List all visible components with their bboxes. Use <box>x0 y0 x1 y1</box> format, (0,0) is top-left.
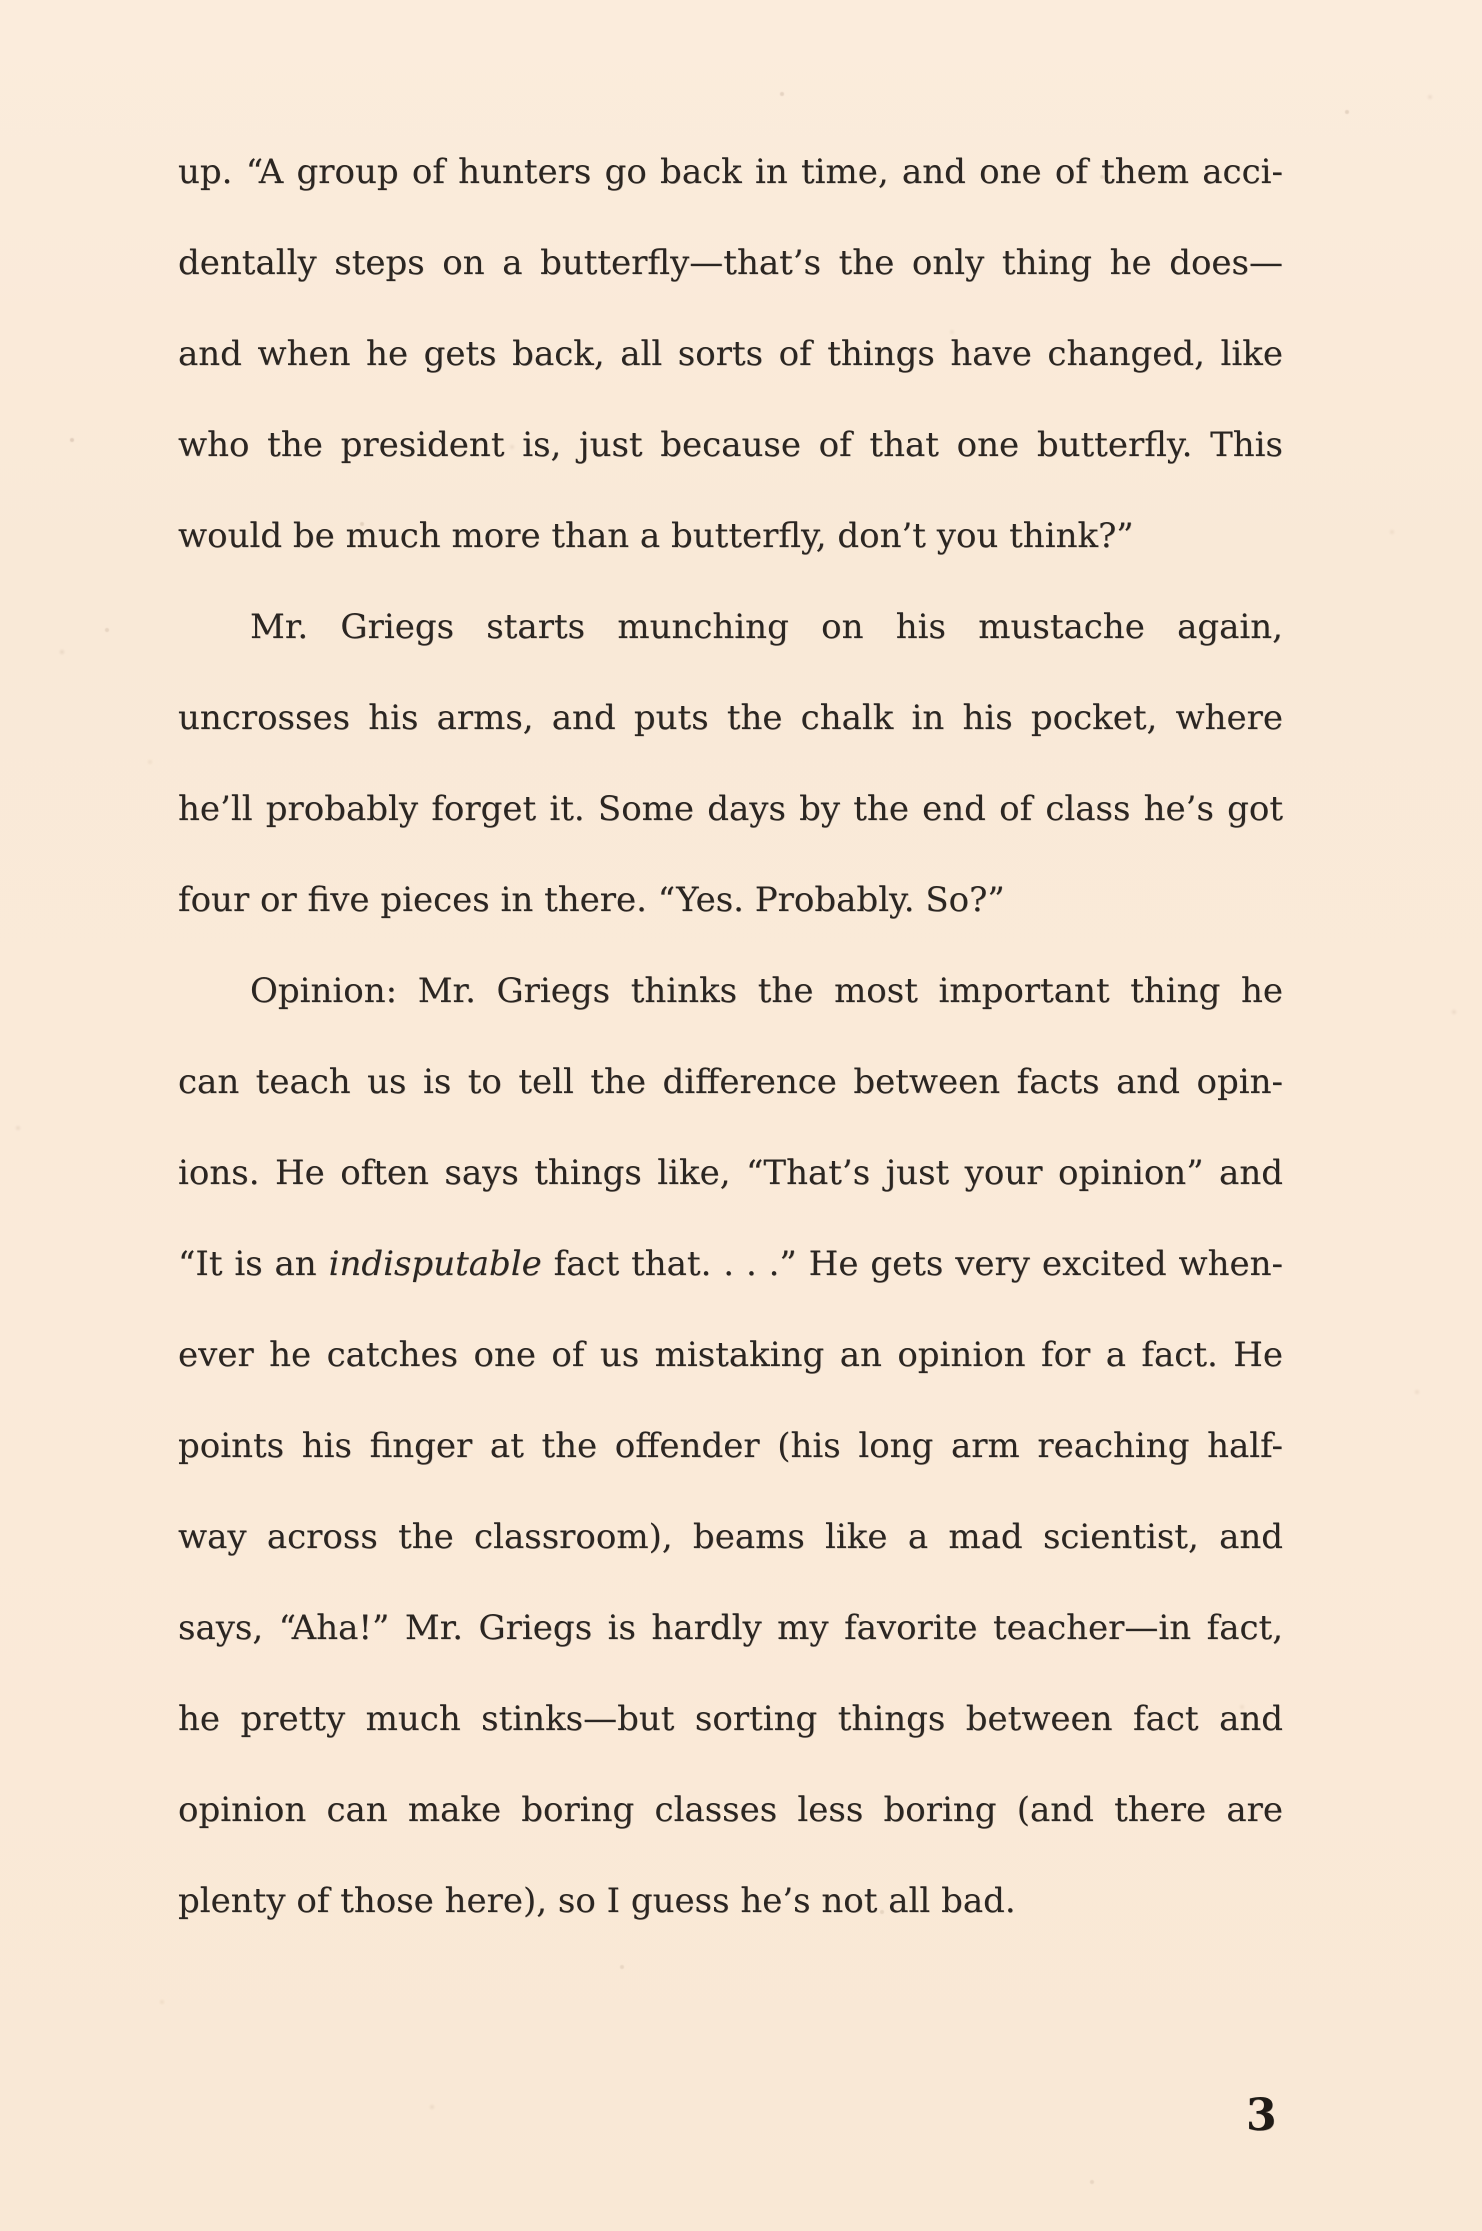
text-line <box>178 1401 1283 1492</box>
text-segment: who the president is, just because of that one butterfly. This <box>178 425 1283 465</box>
text-segment: fact that. . . .” He gets very excited when- <box>541 1244 1283 1284</box>
text-line <box>178 127 1283 218</box>
text-segment: opinion can make boring classes less boring (and there are <box>178 1790 1283 1830</box>
text-segment: ions. He often says things like, “That’s just your opinion” and <box>178 1153 1283 1193</box>
text-segment: and when he gets back, all sorts of things have changed, like <box>178 334 1283 374</box>
text-line <box>178 1310 1283 1401</box>
italic-text-segment: indisputable <box>328 1244 542 1284</box>
text-segment: “It is an <box>178 1244 329 1284</box>
paper-texture-speckles <box>0 0 4 4</box>
text-line <box>178 309 1283 400</box>
text-segment: ever he catches one of us mistaking an opinion for a fact. He <box>178 1335 1283 1375</box>
text-line <box>178 1128 1283 1219</box>
text-line <box>178 1219 1283 1310</box>
text-segment: uncrosses his arms, and puts the chalk in his pocket, where <box>178 698 1283 738</box>
text-segment: can teach us is to tell the difference between facts and opin- <box>178 1062 1283 1102</box>
text-line <box>178 855 1283 946</box>
text-line <box>178 1492 1283 1583</box>
text-segment: plenty of those here), so I guess he’s not all bad. <box>178 1881 1016 1921</box>
text-segment: dentally steps on a butterfly—that’s the only thing he does— <box>178 243 1283 283</box>
text-segment: says, “Aha!” Mr. Griegs is hardly my favorite teacher—in fact, <box>178 1608 1283 1648</box>
text-line <box>178 1583 1283 1674</box>
text-block <box>178 127 1283 1947</box>
text-line <box>178 218 1283 309</box>
text-line <box>178 1856 1283 1947</box>
text-segment: he pretty much stinks—but sorting things between fact and <box>178 1699 1283 1739</box>
text-segment: would be much more than a butterfly, don’t you think?” <box>178 516 1134 556</box>
text-segment: Mr. Griegs starts munching on his mustache again, <box>250 607 1283 647</box>
text-segment: he’ll probably forget it. Some days by the end of class he’s got <box>178 789 1283 829</box>
text-line <box>178 673 1283 764</box>
text-line <box>178 1037 1283 1128</box>
text-segment: points his finger at the offender (his long arm reaching half- <box>178 1426 1283 1466</box>
page-number: 3 <box>1246 2090 1277 2141</box>
text-line <box>178 1765 1283 1856</box>
text-segment: four or five pieces in there. “Yes. Probably. So?” <box>178 880 1005 920</box>
text-segment: way across the classroom), beams like a mad scientist, and <box>178 1517 1283 1557</box>
text-line <box>178 1674 1283 1765</box>
text-segment: Opinion: Mr. Griegs thinks the most important thing he <box>250 971 1283 1011</box>
text-segment: up. “A group of hunters go back in time, and one of them acci- <box>178 152 1283 192</box>
text-line <box>178 946 1283 1037</box>
text-line <box>178 582 1283 673</box>
text-line <box>178 400 1283 491</box>
text-line <box>178 764 1283 855</box>
text-line <box>178 491 1283 582</box>
